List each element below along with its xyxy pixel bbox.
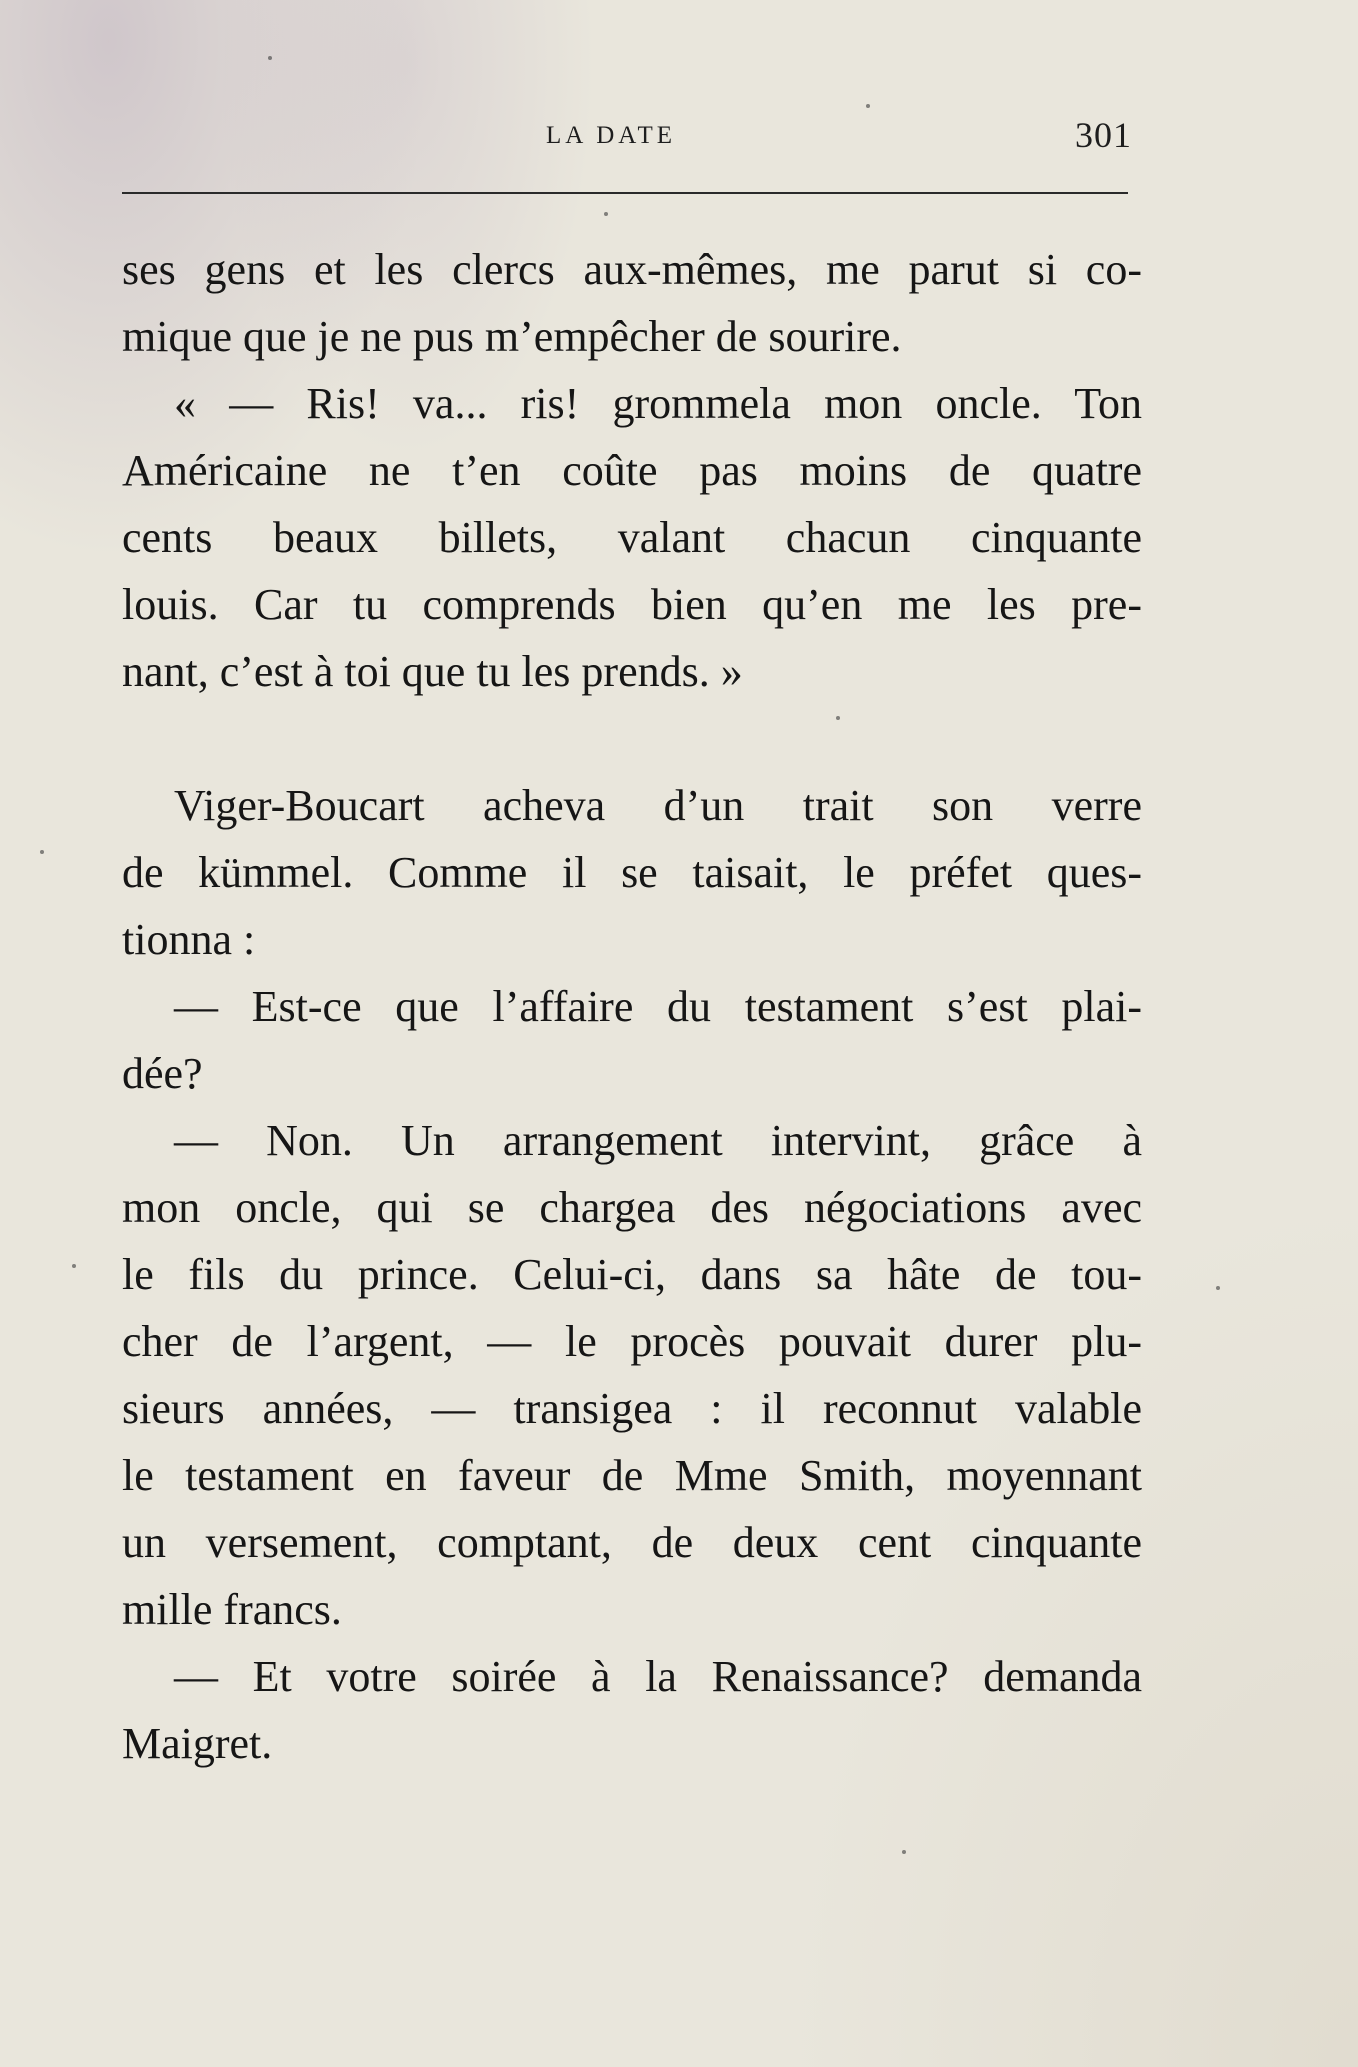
paper-speck — [836, 716, 840, 720]
header-rule — [122, 192, 1128, 194]
text-line: le testament en faveur de Mme Smith, moyennant — [122, 1451, 1142, 1500]
paper-speck — [268, 56, 272, 60]
text-line: — Et votre soirée à la Renaissance? demanda — [174, 1652, 1142, 1701]
body-text — [122, 236, 1142, 1777]
paper-speck — [902, 1850, 906, 1854]
text-line: louis. Car tu comprends bien qu’en me les pre- — [122, 580, 1142, 629]
text-line: mille francs. — [122, 1585, 342, 1634]
text-line: dée? — [122, 1049, 203, 1098]
text-line: mon oncle, qui se chargea des négociations avec — [122, 1183, 1142, 1232]
page-number: 301 — [1075, 115, 1132, 155]
running-title: LA DATE — [546, 122, 677, 149]
text-line: Viger-Boucart acheva d’un trait son verre — [174, 781, 1142, 830]
text-line: — Non. Un arrangement intervint, grâce à — [174, 1116, 1142, 1165]
text-line: de kümmel. Comme il se taisait, le préfet ques- — [122, 848, 1142, 897]
text-line: cents beaux billets, valant chacun cinquante — [122, 513, 1142, 562]
text-line: — Est-ce que l’affaire du testament s’est plai- — [174, 982, 1142, 1031]
paper-speck — [40, 850, 44, 854]
paragraph-gap — [122, 705, 1142, 772]
paper-speck — [72, 1264, 76, 1268]
text-line: « — Ris! va... ris! grommela mon oncle. Ton — [174, 379, 1142, 428]
text-line: un versement, comptant, de deux cent cinquante — [122, 1518, 1142, 1567]
text-line: cher de l’argent, — le procès pouvait durer plu- — [122, 1317, 1142, 1366]
text-line: nant, c’est à toi que tu les prends. » — [122, 647, 743, 696]
text-line: mique que je ne pus m’empêcher de sourire. — [122, 312, 902, 361]
text-line: ses gens et les clercs aux-mêmes, me parut si co- — [122, 245, 1142, 294]
running-head — [122, 115, 1132, 158]
paper-speck — [866, 104, 870, 108]
text-line: tionna : — [122, 915, 256, 964]
text-line: Maigret. — [122, 1719, 273, 1768]
text-line: Américaine ne t’en coûte pas moins de quatre — [122, 446, 1142, 495]
paper-speck — [604, 212, 608, 216]
text-line: sieurs années, — transigea : il reconnut valable — [122, 1384, 1142, 1433]
text-line: le fils du prince. Celui-ci, dans sa hâte de tou- — [122, 1250, 1142, 1299]
paper-speck — [1216, 1286, 1220, 1290]
